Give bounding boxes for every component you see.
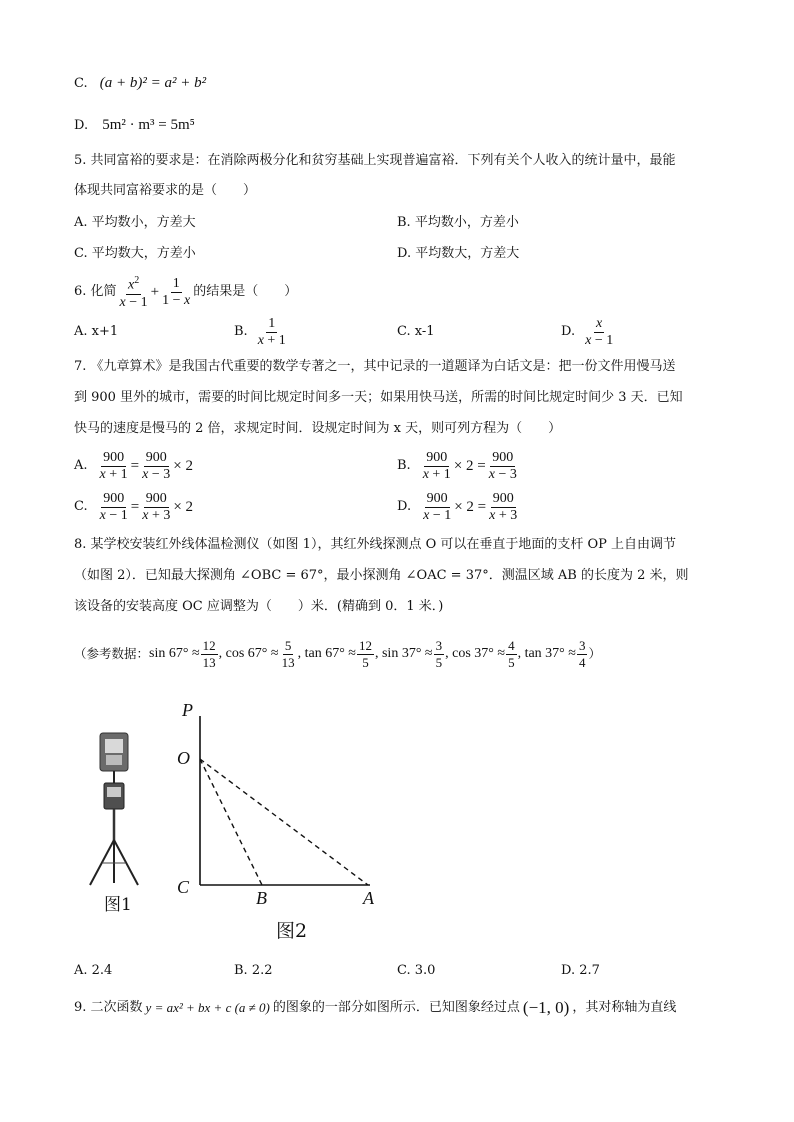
q4-option-d: D. 5m² · m³ = 5m⁵ [74, 117, 195, 133]
q7-stem-line3: 快马的速度是慢马的 2 倍，求规定时间．设规定时间为 x 天，则可列方程为（ ） [74, 421, 562, 436]
q8-stem-line3: 该设备的安装高度 OC 应调整为（ ）米．(精确到 0．1 米．) [74, 599, 444, 614]
label-b: B [256, 888, 267, 908]
q8-option-d: D. 2.7 [561, 963, 600, 978]
q5-option-d: D. 平均数大，方差大 [397, 246, 520, 261]
q7-option-b: B. $\frac{900}{x + 1}$ × 2 = $\frac{900}{x - 3}$ [397, 449, 517, 482]
q6-option-a: A. x+1 [74, 324, 119, 339]
q8-reference-data: （参考数据： sin 67° ≈ $\frac{12}{13}$ , cos 67° ≈ $\frac{5}{13}$ , tan 67° ≈ $\frac{12}{5}$ , sin 37° ≈ $\frac{3}{5}$ , cos 37° ≈ $\frac{4}{5}$ , tan 37° ≈ $\frac{3}{4}$ ） [74, 637, 601, 670]
q7-option-a: A. $\frac{900}{x + 1}$ = $\frac{900}{x - 3}$ × 2 [74, 449, 193, 482]
q9-stem: 9. 二次函数 y = ax² + bx + c (a ≠ 0) 的图象的一部分如图所示．已知图象经过点 (−1, 0) ，其对称轴为直线 [74, 998, 677, 1017]
q6-option-c: C. x-1 [397, 324, 435, 339]
q4-option-d-expr: 5m² · m³ = 5m⁵ [102, 117, 195, 133]
dashed-line-ob [200, 759, 262, 885]
q5-option-b: B. 平均数小，方差小 [397, 215, 519, 230]
q6-fraction-1: $\frac{x^2}{x - 1}$ [119, 275, 148, 310]
q8-option-c: C. 3.0 [397, 963, 436, 978]
q7-option-c: C. $\frac{900}{x - 1}$ = $\frac{900}{x + 3}$ × 2 [74, 490, 194, 523]
q6-stem: 6. 化简 $\frac{x^2}{x - 1}$ + $\frac{1}{1 - x}$ 的结果是（ ） [74, 275, 298, 310]
q9-function-expr: y = ax² + bx + c (a ≠ 0) [145, 1000, 270, 1015]
q8-stem-line2: （如图 2）．已知最大探测角 ∠OBC = 67°，最小探测角 ∠OAC = 37°．测温区域 AB 的长度为 2 米，则 [74, 568, 689, 583]
q5-option-c: C. 平均数大，方差小 [74, 246, 196, 261]
q5-stem-line2: 体现共同富裕要求的是（ ） [74, 183, 257, 198]
dashed-line-oa [200, 759, 368, 885]
q8-stem-line1: 8. 某学校安装红外线体温检测仪（如图 1），其红外线探测点 O 可以在垂直于地面的支杆 OP 上自由调节 [74, 537, 677, 552]
q4-option-c-expr: (a + b)² = a² + b² [99, 75, 207, 91]
q9-point: (−1, 0) [522, 998, 570, 1017]
figure-1-caption: 图1 [104, 895, 132, 915]
q7-stem-line1: 7. 《九章算术》是我国古代重要的数学专著之一，其中记录的一道题译为白话文是：把一份文件用慢马送 [74, 359, 676, 374]
q7-stem-line2: 到 900 里外的城市，需要的时间比规定时间多一天；如果用快马送，所需的时间比规定时间少 3 天．已知 [74, 390, 683, 405]
q7-option-d: D. $\frac{900}{x - 1}$ × 2 = $\frac{900}{x + 3}$ [397, 490, 518, 523]
q8-option-b: B. 2.2 [234, 963, 273, 978]
figure-2-caption: 图2 [276, 920, 308, 942]
figure-1-device-illustration [80, 725, 160, 895]
q4-option-c: C. (a + b)² = a² + b² [74, 75, 207, 91]
label-c: C [177, 877, 190, 897]
q8-option-a: A. 2.4 [74, 963, 113, 978]
label-o: O [177, 748, 190, 768]
figure-2-diagram [170, 700, 400, 910]
q6-option-b: B. $\frac{1}{x + 1}$ [234, 315, 286, 348]
label-a: A [363, 888, 374, 908]
q6-option-d: D. $\frac{x}{x - 1}$ [561, 315, 614, 348]
q5-option-a: A. 平均数小，方差大 [74, 215, 196, 230]
q5-stem-line1: 5. 共同富裕的要求是：在消除两极分化和贫穷基础上实现普遍富裕．下列有关个人收入的统计量中，最能 [74, 153, 676, 168]
q6-fraction-2: $\frac{1}{1 - x}$ [162, 275, 191, 308]
label-p: P [182, 700, 193, 720]
